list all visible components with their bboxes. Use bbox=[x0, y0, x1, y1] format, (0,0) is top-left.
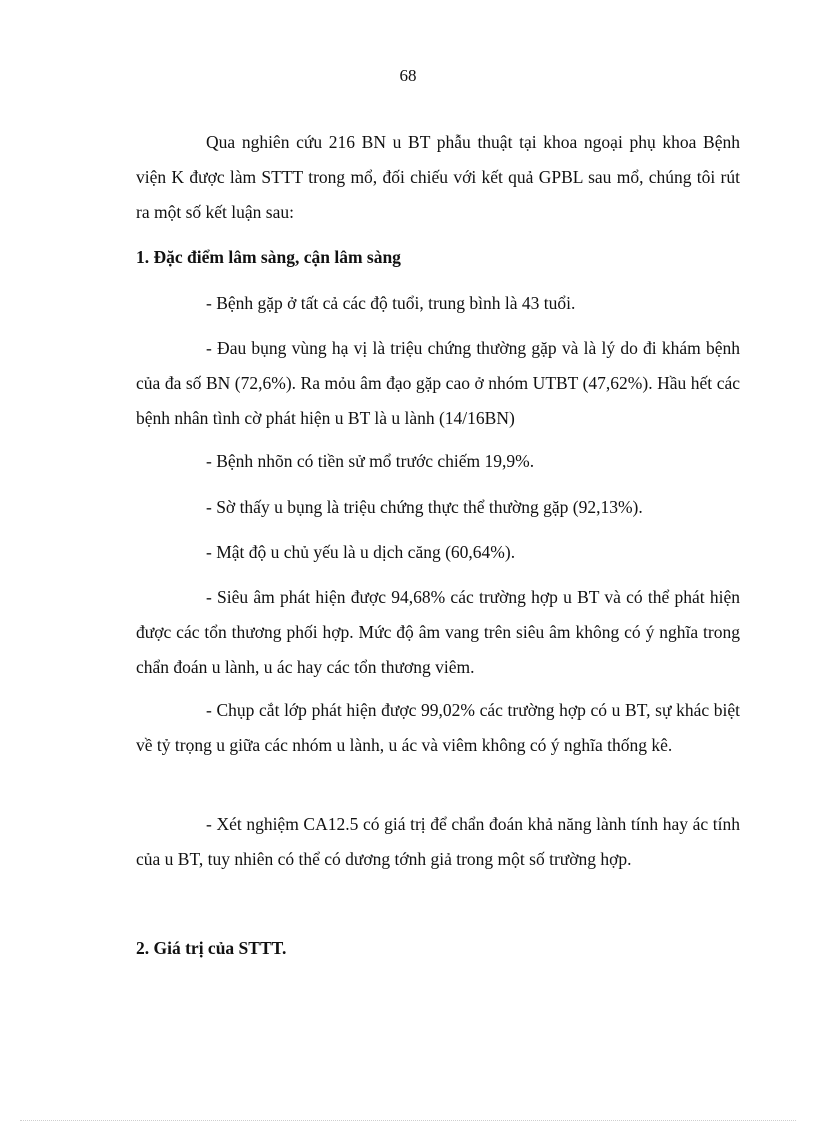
conclusion-item: - Bệnh nhõn có tiền sử mổ trước chiếm 19,9%. bbox=[206, 451, 535, 471]
conclusion-item: - Chụp cắt lớp phát hiện được 99,02% các trường hợp có u BT, sự khác biệt về tỷ trọng u giữa các nhóm u lành, u ác và viêm không có ý nghĩa thống kê. bbox=[136, 700, 740, 755]
conclusion-item: - Mật độ u chủ yếu là u dịch căng (60,64%). bbox=[206, 542, 516, 562]
conclusion-item: - Bệnh gặp ở tất cả các độ tuổi, trung bình là 43 tuổi. bbox=[206, 293, 576, 313]
section-1-heading: 1. Đặc điểm lâm sàng, cận lâm sàng bbox=[136, 247, 401, 267]
intro-paragraph: Qua nghiên cứu 216 BN u BT phẫu thuật tại khoa ngoại phụ khoa Bệnh viện K được làm STTT trong mổ, đối chiếu với kết quả GPBL sau mổ, chúng tôi rút ra một số kết luận sau: bbox=[136, 132, 740, 222]
conclusion-item: - Siêu âm phát hiện được 94,68% các trường hợp u BT và có thể phát hiện được các tổn thương phối hợp. Mức độ âm vang trên siêu âm không có ý nghĩa trong chẩn đoán u lành, u ác hay các tổn thương viêm. bbox=[136, 587, 740, 677]
conclusion-item: - Sờ thấy u bụng là triệu chứng thực thể thường gặp (92,13%). bbox=[206, 497, 643, 517]
section-2-heading: 2. Giá trị của STTT. bbox=[136, 938, 287, 958]
page-bottom-divider bbox=[20, 1120, 796, 1121]
conclusion-item: - Đau bụng vùng hạ vị là triệu chứng thường gặp và là lý do đi khám bệnh của đa số BN (72,6%). Ra mỏu âm đạo gặp cao ở nhóm UTBT (47,62%). Hầu hết các bệnh nhân tình cờ phát hiện u BT là u lành (14/16BN) bbox=[136, 338, 740, 428]
page-number: 68 bbox=[399, 66, 417, 85]
conclusion-item: - Xét nghiệm CA12.5 có giá trị để chẩn đoán khả năng lành tính hay ác tính của u BT, tuy nhiên có thể có dương tớnh giả trong một số trường hợp. bbox=[136, 814, 740, 869]
